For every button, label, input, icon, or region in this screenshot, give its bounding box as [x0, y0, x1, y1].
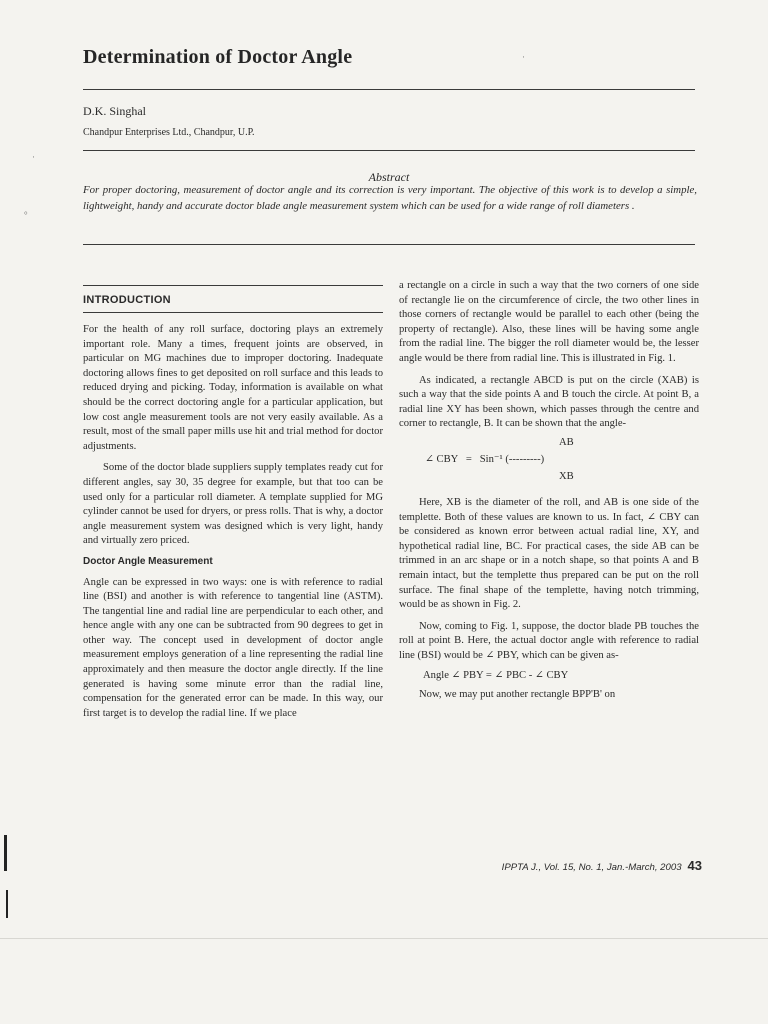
- subsection-heading: Doctor Angle Measurement: [83, 555, 213, 567]
- scan-speck: ·: [32, 152, 35, 162]
- formula-denominator: XB: [559, 470, 574, 482]
- abstract-heading: Abstract: [368, 170, 410, 184]
- abstract-rule: [83, 244, 695, 245]
- angle-formula: Angle ∠ PBY = ∠ PBC - ∠ CBY: [423, 670, 569, 682]
- title-rule: [83, 89, 695, 90]
- formula-numerator: AB: [559, 436, 574, 448]
- intro-paragraph-2: Some of the doctor blade suppliers supply templates ready cut for different angles, say 30, 35 degree for example, but that too can be used only for a particular roll diameter. A template supplied for MG cylinder cannot be used for dryers, or press rolls. That is why, a doctor angle measurement system was designed which is very light, handy and virtually zero priced.: [83, 462, 383, 547]
- abstract-text: For proper doctoring, measurement of doctor angle and its correction is very important. The objective of this work is to develop a simple, lightweight, handy and accurate doctor blade angle measurement system which can be used for a wide range of roll diameters .: [83, 184, 697, 212]
- intro-bottom-rule: [83, 312, 383, 313]
- page-footer: [502, 858, 702, 873]
- author-affiliation: Chandpur Enterprises Ltd., Chandpur, U.P.: [83, 127, 255, 138]
- footer-journal-citation: IPPTA J., Vol. 15, No. 1, Jan.-March, 2003: [501, 862, 682, 873]
- section-heading-introduction: INTRODUCTION: [83, 294, 171, 306]
- scan-margin-mark: [6, 890, 8, 918]
- body-paragraph-3: Here, XB is the diameter of the roll, and AB is one side of the templette. Both of these values are known to us. In fact, ∠ CBY can be considered as known error between actual radial line, XY, and hypothetical radial line, BC. For practical cases, the side AB can be trimmed in an arc shape or in a notch shape, so that points A and B remain intact, but the templette thus prepared can be put on the roll surface. The final shape of the templette, having notch trimming, would be as shown in Fig. 2.: [399, 496, 699, 611]
- body-paragraph-4: Now, coming to Fig. 1, suppose, the doctor blade PB touches the roll at point B. Here, the actual doctor angle with reference to radial line (BSI) would be ∠ PBY, which can be given as-: [399, 620, 699, 661]
- measurement-paragraph-1: Angle can be expressed in two ways: one is with reference to radial line (BSI) and another is with reference to tangential line (ASTM). The tangential line and radial line are perpendicular to each other, and hence angle with any one can be subtracted from 90 degrees to get in other way. The concept used in development of doctor angle measurement employs generation of a line representing the radial line approximately and then measure the doctor angle directly. If the line generated is having some minute error than the radial line, compensation for the generated error can be made. In this way, our first target is to develop the radial line. If we place: [83, 576, 383, 719]
- scan-margin-mark: [4, 835, 7, 871]
- scan-edge: [0, 938, 768, 939]
- paper-title: Determination of Doctor Angle: [83, 46, 353, 68]
- intro-top-rule: [83, 285, 383, 286]
- scan-speck: °: [24, 210, 28, 220]
- formula-main: ∠ CBY = Sin⁻¹ (---------): [425, 453, 545, 465]
- author-name: D.K. Singhal: [83, 104, 146, 118]
- intro-paragraph-1: For the health of any roll surface, doctoring plays an extremely important role. Many a times, frequent joints are observed, in particular on MG machines due to improper doctoring. Inadequate doctoring allows fines to get deposited on roll surface and this leads to reduced drying and picking. Today, information is available on what should be the correct doctoring angle for a particular application, but low cost angle measurement tools are not very easily available. As a result, most of the small paper mills use hit and trial method for doctor adjustments.: [83, 324, 383, 452]
- body-paragraph-1: a rectangle on a circle in such a way that the two corners of one side of rectangle lie on the circumference of circle, the two other lines in those corners of rectangle would be parallel to each other (being the property of rectangle). Also, these lines will be having some angle from the radial line. The bigger the roll diameter would be, the lesser angle would be there from radial line. This is illustrated in Fig. 1.: [399, 280, 699, 364]
- page-number: 43: [687, 858, 702, 873]
- right-column: [399, 279, 699, 703]
- scan-speck: ·: [522, 52, 525, 62]
- sine-formula: [399, 436, 699, 488]
- body-paragraph-5: Now, we may put another rectangle BPP'B' on: [419, 689, 616, 701]
- header-rule: [83, 150, 695, 151]
- body-paragraph-2: As indicated, a rectangle ABCD is put on the circle (XAB) is such a way that the side points A and B touch the circle. At point B, a radial line XY has been shown, which passes through the centre and corner to rectangle, B. It can be shown that the angle-: [399, 374, 699, 430]
- left-column: [83, 323, 383, 721]
